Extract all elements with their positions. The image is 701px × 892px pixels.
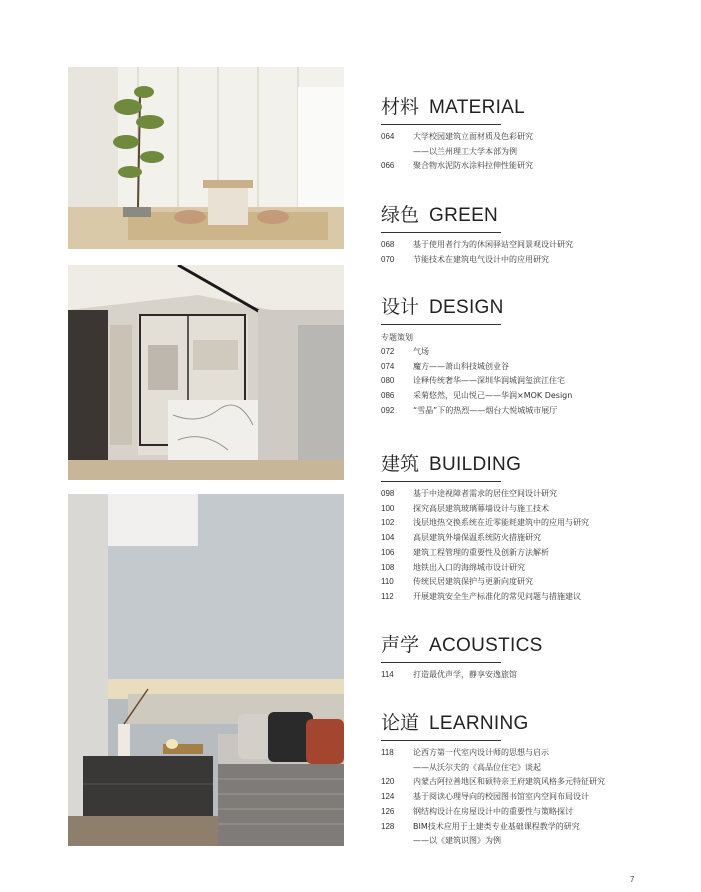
toc-entry[interactable] (381, 531, 681, 546)
entry-title: 论西方第一代室内设计师的思想与启示 (413, 748, 549, 757)
page-number: 128 (381, 821, 395, 831)
entry-title: “雪晶”下的热烈——烟台大悦城城市展厅 (413, 405, 558, 415)
entry-title: 聚合物水泥防水涂料拉伸性能研究 (413, 161, 533, 171)
entry-title: 开展建筑安全生产标准化的常见问题与措施建议 (413, 591, 581, 601)
section-design (381, 296, 681, 419)
toc-entry[interactable] (381, 805, 681, 820)
toc-entry[interactable] (381, 546, 681, 561)
entry-title: 建筑工程管理的重要性及创新方法解析 (413, 547, 549, 557)
toc-entry-subtitle (381, 145, 681, 160)
page-number: 124 (381, 792, 395, 802)
section-material (381, 96, 681, 174)
title-underline (381, 124, 501, 125)
section-title (381, 453, 681, 476)
living-room-photo (68, 67, 344, 249)
title-zh: 材料 (381, 96, 420, 118)
toc-entry[interactable] (381, 238, 681, 253)
page-number: 112 (381, 591, 394, 601)
toc-entry[interactable] (381, 374, 681, 389)
toc-entry[interactable] (381, 561, 681, 576)
toc-entry[interactable] (381, 668, 681, 683)
entry-title: 钢结构设计在房屋设计中的重要性与策略探讨 (413, 806, 573, 816)
page-number: 064 (381, 132, 395, 141)
title-en: ACOUSTICS (429, 635, 543, 656)
entry-title: 基于阅读心理导向的校园图书馆室内空间布局设计 (413, 792, 589, 802)
entry-title: 传统民居建筑保护与更新向度研究 (413, 577, 533, 587)
title-en: MATERIAL (429, 97, 526, 118)
title-underline (381, 481, 501, 482)
title-en: GREEN (429, 205, 499, 226)
entry-title: 高层建筑外墙保温系统防火措施研究 (413, 533, 541, 543)
special-feature-label: 专题策划 (381, 333, 413, 342)
section-acoustics (381, 634, 681, 683)
toc-entry-subtitle (381, 761, 681, 776)
entry-title: 大学校园建筑立面材质及色彩研究 (413, 132, 533, 141)
page-number: 098 (381, 489, 395, 498)
toc-entry[interactable] (381, 360, 681, 375)
entry-title: ——从沃尔夫的《高品位住宅》谈起 (413, 762, 541, 772)
entry-title: 气场 (413, 347, 429, 356)
section-title (381, 96, 681, 119)
page-number: 100 (381, 503, 395, 513)
bedroom-photo (68, 494, 344, 846)
toc-entry[interactable] (381, 253, 681, 268)
section-title (381, 634, 681, 657)
entry-title: 采菊悠然，见山悦己——华润×MOK Design (413, 391, 573, 401)
entry-title: 魔方——萧山科技城创业谷 (413, 361, 509, 371)
entry-title: ——以《建筑识图》为例 (413, 836, 501, 846)
title-zh: 建筑 (381, 453, 420, 475)
entry-title: 探究高层建筑玻璃幕墙设计与施工技术 (413, 503, 549, 513)
title-en: BUILDING (429, 454, 522, 475)
title-zh: 设计 (381, 296, 420, 318)
page-number: 102 (381, 518, 395, 528)
section-title (381, 204, 681, 227)
toc-entry[interactable] (381, 487, 681, 502)
page-number: 074 (381, 361, 395, 371)
page-number-footer: 7 (630, 875, 635, 884)
toc-entry[interactable] (381, 790, 681, 805)
section-title (381, 712, 681, 735)
title-en: LEARNING (429, 713, 529, 734)
page-number: 118 (381, 748, 394, 757)
page-number: 106 (381, 547, 395, 557)
entry-title: 内蒙古阿拉善地区和硕特亲王府建筑风格多元特征研究 (413, 777, 605, 787)
toc-entry-subtitle (381, 834, 681, 849)
page-number: 092 (381, 405, 395, 415)
page-number: 126 (381, 806, 395, 816)
toc-entry[interactable] (381, 820, 681, 835)
kitchen-photo (68, 265, 344, 480)
toc-entry[interactable] (381, 404, 681, 419)
page-number: 080 (381, 376, 395, 386)
entry-title: 节能技术在建筑电气设计中的应用研究 (413, 254, 549, 264)
toc-entry[interactable] (381, 345, 681, 360)
section-title (381, 296, 681, 319)
title-underline (381, 662, 501, 663)
toc-entry[interactable] (381, 159, 681, 174)
toc-entry[interactable] (381, 502, 681, 517)
page-number: 120 (381, 777, 395, 787)
entry-title: 地铁出入口的海绵城市设计研究 (413, 562, 525, 572)
entry-title: 打造最优声学，静享安逸旅馆 (413, 670, 517, 679)
section-learning (381, 712, 681, 849)
title-zh: 声学 (381, 634, 420, 656)
page-number: 104 (381, 533, 395, 543)
section-green (381, 204, 681, 267)
toc-entry[interactable] (381, 389, 681, 404)
page-number: 066 (381, 161, 395, 171)
title-zh: 论道 (381, 712, 420, 734)
section-building (381, 453, 681, 605)
page-number: 110 (381, 577, 394, 587)
toc-entry[interactable] (381, 575, 681, 590)
title-underline (381, 232, 501, 233)
entry-title: 基于使用者行为的休闲驿站空间景观设计研究 (413, 240, 573, 249)
entry-title: BIM技术应用于土建类专业基础课程教学的研究 (413, 821, 580, 831)
toc-entry[interactable] (381, 775, 681, 790)
entry-title: 基于中途视障者需求的居住空间设计研究 (413, 489, 557, 498)
entry-title: 诠释传统奢华——深圳华润城润玺滨江住宅 (413, 376, 565, 386)
toc-entry[interactable] (381, 130, 681, 145)
title-underline (381, 740, 501, 741)
title-zh: 绿色 (381, 204, 420, 226)
page-number: 072 (381, 347, 395, 356)
page-number: 114 (381, 670, 394, 679)
toc-entry[interactable] (381, 746, 681, 761)
page-number: 108 (381, 562, 395, 572)
page-number: 068 (381, 240, 395, 249)
entry-title: ——以兰州理工大学本部为例 (413, 146, 517, 156)
page-number: 086 (381, 391, 395, 401)
toc-entry[interactable] (381, 516, 681, 531)
toc-entry[interactable] (381, 590, 681, 605)
page-number: 070 (381, 254, 395, 264)
title-en: DESIGN (429, 297, 504, 318)
title-underline (381, 324, 501, 325)
entry-title: 浅层地热交换系统在近零能耗建筑中的应用与研究 (413, 518, 589, 528)
